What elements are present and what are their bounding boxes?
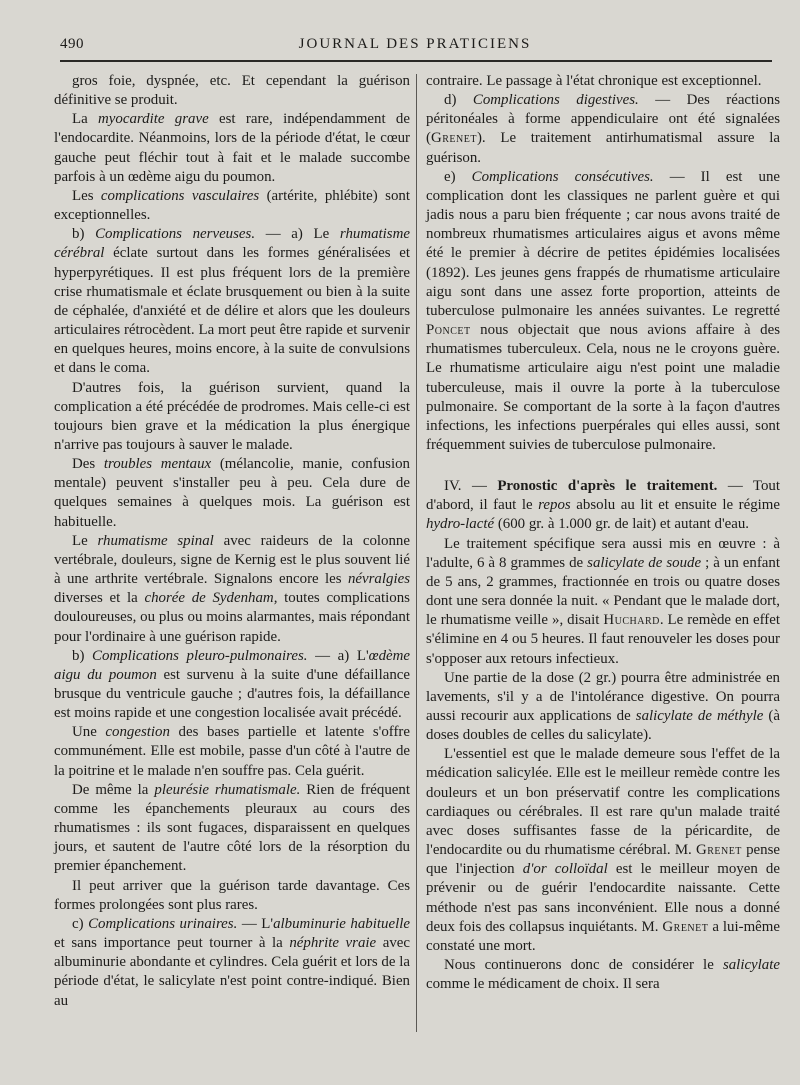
page-header — [60, 36, 770, 60]
paragraph: Une congestion des bases partielle et latente s'offre communément. Elle est mobile, passe d'un côté à l'autre de la poitrine et le malade n'en souffre pas. Cela guérit. — [54, 724, 411, 779]
paragraph: La myocardite grave est rare, indépendamment de l'endocardite. Néanmoins, lors de la période d'état, le cœur gauche peut fléchir tout à fait et le malade succombe parfois à un œdème aigu du poumon. — [54, 111, 410, 185]
paragraph: IV. — Pronostic d'après le traitement. — Tout d'abord, il faut le repos absolu au lit et ensuite le régime hydro-lacté (600 gr. à 1.000 gr. de lait) et autant d'eau. — [426, 478, 781, 533]
left-column — [54, 72, 410, 1011]
paragraph: Des troubles mentaux (mélancolie, manie, confusion mentale) peuvent s'installer peu à peu. Cela dure de quelques semaines à quelques mois. La guérison est habituelle. — [54, 456, 410, 530]
header-rule — [60, 60, 772, 62]
paragraph: Les complications vasculaires (artérite, phlébite) sont exceptionnelles. — [54, 187, 410, 224]
paragraph: gros foie, dyspnée, etc. Et cependant la guérison définitive se produit. — [54, 73, 410, 109]
paragraph: Il peut arriver que la guérison tarde davantage. Ces formes prolongées sont plus rares. — [54, 877, 410, 913]
paragraph: b) Complications pleuro-pulmonaires. — a) L'œdème aigu du poumon est survenu à la suite d'une défaillance brusque du ventricule gauche ; d'autres fois, la défaillance est moins rapide et une congestion localisée avait précédé. — [54, 647, 410, 722]
running-head: JOURNAL DES PRATICIENS — [298, 36, 532, 52]
paragraph: Nous continuerons donc de considérer le salicylate comme le médicament de choix. Il sera — [426, 957, 780, 993]
column-divider — [416, 74, 417, 1032]
paragraph: D'autres fois, la guérison survient, quand la complication a été précédée de prodromes. Mais celle-ci est toujours bien grave et la médication la plus énergique n'arrive pas toujours à sauver le malade. — [54, 379, 410, 453]
paragraph: contraire. Le passage à l'état chronique est exceptionnel. — [426, 73, 762, 89]
paragraph: De même la pleurésie rhumatismale. Rien de fréquent comme les épanchements pleuraux au cours des rhumatismes : ils sont fugaces, disparaissent en quelques jours, et sautent de l'autre côté lors de la résorption du premier épanchement. — [54, 781, 410, 875]
paragraph: Une partie de la dose (2 gr.) pourra être administrée en lavements, s'il y a de l'intolérance digestive. On pourra aussi recourir aux applications de salicylate de méthyle (à doses doubles de celles du salicylate). — [426, 669, 780, 744]
paragraph: b) Complications nerveuses. — a) Le rhumatisme cérébral éclate surtout dans les formes généralisées et hyperpyrétiques. Il est plus fréquent lors de la première crise rhumatismale et éclate brusquement ou bien à la suite de céphalée, d'anxiété et de délire et alors que les douleurs articulaires rétrocèdent. La mort peut être rapide et survenir en quelques heures, moins encore, à la suite de convulsions et dans le coma. — [54, 226, 410, 377]
paragraph: L'essentiel est que le malade demeure sous l'effet de la médication salicylée. Elle est le meilleur remède contre les douleurs et un bon préservatif contre les complications cardiaques ou cérébrales. Il est rare qu'un malade traité avec doses suffisantes fasse de la péricardite, de l'endocardite ou du rhumatisme cérébral. M. Grenet pense que l'injection d'or colloïdal est le meilleur moyen de prévenir ou de guérir l'endocardite naissante. Cette méthode n'est pas sans inconvénient. Elle nous a donné deux fois des collapsus inquiétants. M. Grenet a lui-même constaté une mort. — [426, 746, 780, 954]
paragraph: Le traitement spécifique sera aussi mis en œuvre : à l'adulte, 6 à 8 grammes de salicylate de soude ; à un enfant de 5 ans, 2 grammes, fractionnée en trois ou quatre doses dont une sera donnée la nuit. « Pendant que le malade dort, le rhumatisme veille », disait Huchard. Le remède en effet s'élimine en 4 ou 5 heures. Il faut renouveler les doses pour s'opposer aux retours infectieux. — [426, 535, 780, 667]
paragraph: d) Complications digestives. — Des réactions péritonéales à forme appendiculaire ont été signalées (Grenet). Le traitement antirhumatismal assure la guérison. — [426, 92, 780, 166]
page-number: 490 — [60, 36, 84, 52]
paragraph: e) Complications consécutives. — Il est une complication dont les classiques ne parlent guère et qui jadis nous a paru bien fréquente ; car nous avons traité de nombreux rhumatismes articulaires aigus et avons même été le premier à décrire de petites épidémies localisées (1892). Les jeunes gens frappés de rhumatisme articulaire aigu sont dans une assez forte proportion, atteints de tuberculose pulmonaire les années suivantes. Le regretté Poncet nous objectait que nous avions affaire à des rhumatismes tuberculeux. Cela, nous ne le croyons guère. Le rhumatisme articulaire aigu n'est point une maladie tuberculeuse, mais il ouvre la porte à la tuberculose pulmonaire. Se comportant de la sorte à la façon d'autres infections, les infections puerpérales qui elles aussi, sont fréquemment suivies de tuberculose pulmonaire. — [426, 168, 781, 453]
right-column — [426, 72, 780, 994]
paragraph: c) Complications urinaires. — L'albuminurie habituelle et sans importance peut tourner à la néphrite vraie avec albuminurie abondante et cylindres. Cela guérit et lors de la période d'état, le salicylate n'est point contre-indiqué. Bien au — [54, 915, 410, 1009]
paragraph: Le rhumatisme spinal avec raideurs de la colonne vertébrale, douleurs, signe de Kernig est le plus souvent lié à une arthrite vertébrale. Signalons encore les névralgies diverses et la chorée de Sydenham, toutes complications douloureuses, ou plus ou moins alarmantes, mais répondant pour l'ordinaire à une guérison rapide. — [54, 532, 410, 645]
